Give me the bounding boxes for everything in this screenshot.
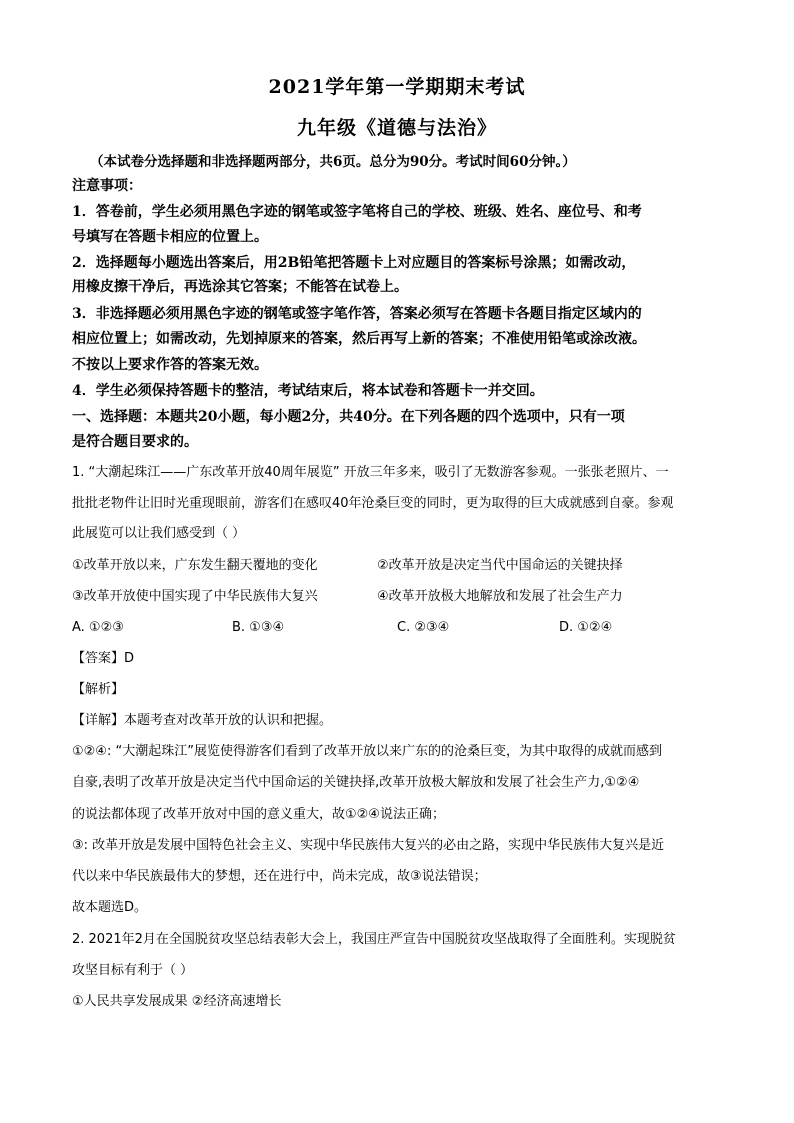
q1-option-d: D. ①②④	[559, 620, 613, 635]
exam-title: 2021学年第一学期期末考试	[268, 76, 526, 98]
instructions-heading: 注意事项：	[72, 178, 142, 194]
q1-statement: ④改革开放极大地解放和发展了社会生产力	[377, 589, 623, 604]
instruction-line: 1．答卷前，学生必须用黑色字迹的钢笔或签字笔将自己的学校、班级、姓名、座位号、和考	[72, 204, 642, 220]
q1-detail: 的说法都体现了改革开放对中国的意义重大，故①②④说法正确；	[72, 807, 445, 822]
section-heading: 是符合题目要求的。	[72, 434, 198, 450]
q2-stem: 攻坚目标有利于（ ）	[72, 963, 194, 978]
q1-stem: 1. “大潮起珠江——广东改革开放40周年展览” 开放三年多来，吸引了无数游客参观。一张张老照片、一	[72, 465, 669, 480]
q1-stem: 此展览可以让我们感受到（ ）	[72, 526, 246, 541]
q1-detail: 自豪,表明了改革开放是决定当代中国命运的关键抉择,改革开放极大解放和发展了社会生产力,①②④	[72, 775, 640, 790]
q1-detail: 故本题选D。	[72, 900, 148, 915]
q1-analysis-label: 【解析】	[72, 682, 125, 697]
q2-statement: ①人民共享发展成果 ②经济高速增长	[72, 994, 282, 1009]
q1-detail: 代以来中华民族最伟大的梦想，还在进行中，尚未完成，故③说法错误；	[72, 869, 487, 884]
instruction-line: 相应位置上；如需改动，先划掉原来的答案，然后再写上新的答案；不准使用铅笔或涂改液。	[72, 331, 646, 347]
q1-statement: ②改革开放是决定当代中国命运的关键抉择	[377, 558, 623, 573]
instruction-line: 2．选择题每小题选出答案后，用2B铅笔把答题卡上对应题目的答案标号涂黑；如需改动，	[72, 255, 636, 271]
q1-option-b: B. ①③④	[232, 620, 285, 635]
q2-stem: 2. 2021年2月在全国脱贫攻坚总结表彰大会上，我国庄严宣告中国脱贫攻坚战取得了全面胜利。实现脱贫	[72, 932, 676, 947]
q1-detail: ③: 改革开放是发展中国特色社会主义、实现中华民族伟大复兴的必由之路，实现中华民族伟大复兴是近	[72, 838, 665, 853]
instruction-line: 不按以上要求作答的答案无效。	[72, 357, 268, 373]
section-heading: 一、选择题：本题共20小题，每小题2分，共40分。在下列各题的四个选项中，只有一项	[72, 409, 625, 425]
instruction-line: 号填写在答题卡相应的位置上。	[72, 229, 268, 245]
exam-note: （本试卷分选择题和非选择题两部分，共6页。总分为90分。考试时间60分钟。）	[90, 154, 576, 170]
q1-option-c: C. ②③④	[397, 620, 450, 635]
q1-detail: ①②④: “大潮起珠江”展览使得游客们看到了改革开放以来广东的的沧桑巨变，为其中取得的成就而感到	[72, 744, 662, 759]
q1-statement: ①改革开放以来，广东发生翻天覆地的变化	[72, 558, 318, 573]
q1-option-a: A. ①②③	[72, 620, 124, 635]
exam-subtitle: 九年级《道德与法治》	[296, 117, 497, 139]
q1-detail: 【详解】本题考查对改革开放的认识和把握。	[72, 713, 333, 728]
q1-answer: 【答案】D	[72, 651, 135, 666]
instruction-line: 用橡皮擦干净后，再选涂其它答案；不能答在试卷上。	[72, 279, 408, 295]
instruction-line: 4．学生必须保持答题卡的整洁，考试结束后，将本试卷和答题卡一并交回。	[72, 383, 544, 399]
q1-stem: 批批老物件让旧时光重现眼前，游客们在感叹40年沧桑巨变的同时，更为取得的巨大成就感到自豪。参观	[72, 496, 674, 511]
instruction-line: 3．非选择题必须用黑色字迹的钢笔或签字笔作答，答案必须写在答题卡各题目指定区域内的	[72, 306, 642, 322]
q1-statement: ③改革开放使中国实现了中华民族伟大复兴	[72, 589, 318, 604]
